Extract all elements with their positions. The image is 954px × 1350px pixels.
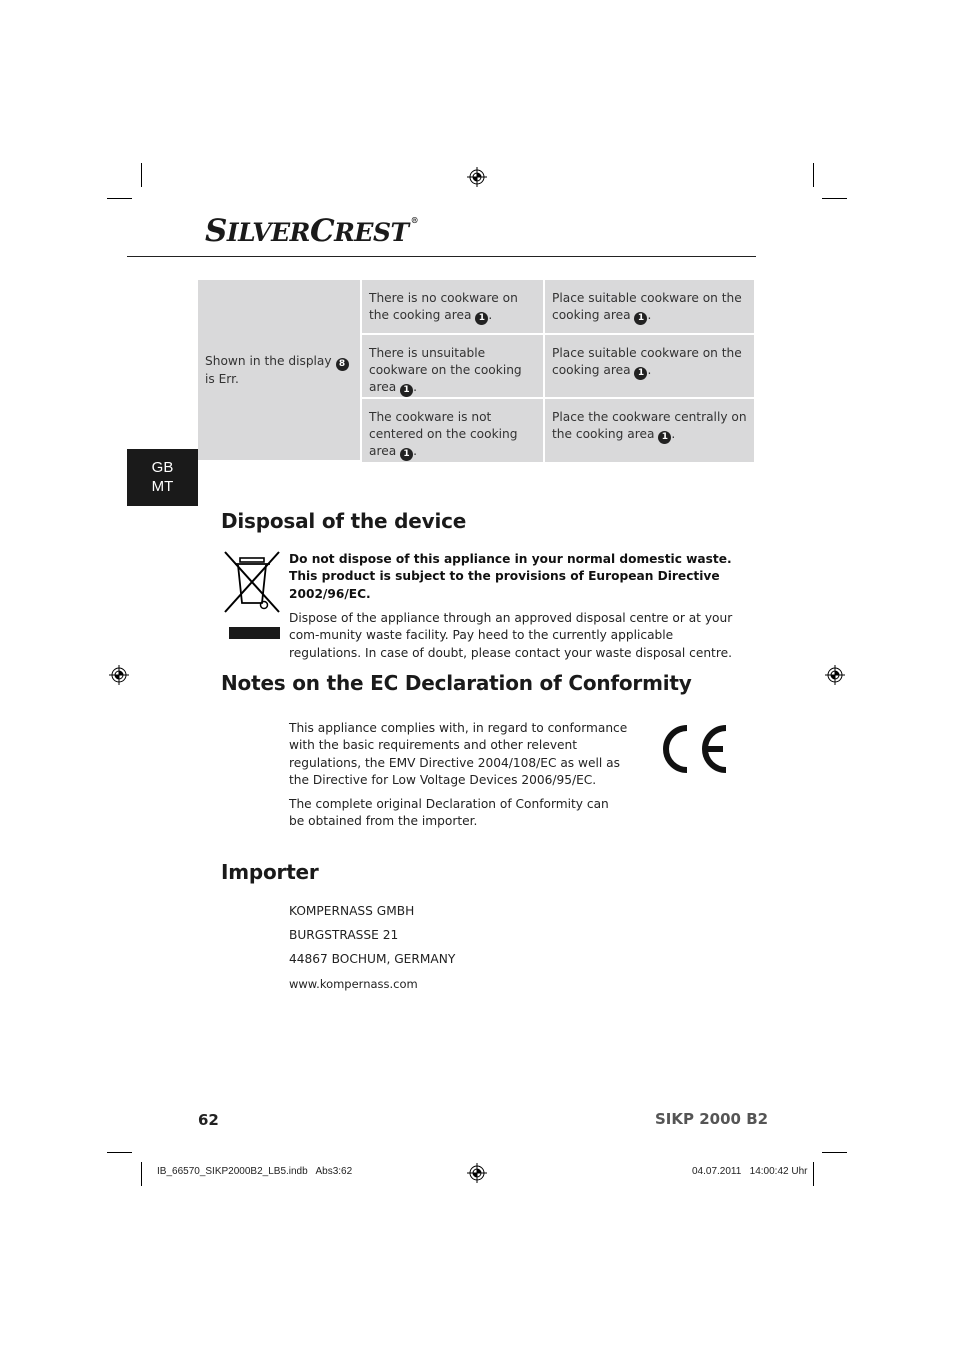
- print-slug-file: IB_66570_SIKP2000B2_LB5.indb Abs3:62: [157, 1166, 353, 1177]
- importer-street: BURGSTRASSE 21: [289, 928, 399, 942]
- disposal-warning: Do not dispose of this appliance in your normal domestic waste. This product is subject to the provisions of European Directive 2002/96/EC.: [289, 552, 732, 601]
- crop-mark: [813, 163, 814, 187]
- crop-mark: [822, 1152, 847, 1153]
- brand-logo: SILVERCREST ®: [205, 213, 419, 249]
- header-rule: [127, 256, 756, 257]
- cooking-area-ref-icon: 1: [400, 448, 413, 461]
- registration-mark-icon: [109, 665, 129, 685]
- troubleshooting-table: [198, 280, 754, 462]
- conformity-text: This appliance complies with, in regard to conformance with the basic requirements and other relevent regulations, the EMV Directive 2004/108/EC as well as the Directive for Low Voltage Devices 2006/95/EC.: [289, 721, 628, 787]
- registration-mark-icon: [467, 167, 487, 187]
- crop-mark: [822, 198, 847, 199]
- model-number: SIKP 2000 B2: [655, 1110, 769, 1128]
- language-tab: [127, 449, 198, 506]
- crop-mark: [141, 163, 142, 187]
- importer-company: KOMPERNASS GMBH: [289, 904, 415, 918]
- crop-mark: [813, 1162, 814, 1186]
- disposal-heading: Disposal of the device: [221, 509, 467, 533]
- page-number: 62: [198, 1111, 219, 1129]
- crop-mark: [141, 1162, 142, 1186]
- crossed-bin-icon: [222, 549, 282, 639]
- cooking-area-ref-icon: 1: [634, 312, 647, 325]
- language-code: GB: [151, 459, 174, 476]
- cooking-area-ref-icon: 1: [475, 312, 488, 325]
- language-code: MT: [151, 478, 174, 495]
- remedy-cell: Place suitable cookware on the cooking area 1 .: [545, 335, 754, 399]
- cooking-area-ref-icon: 1: [400, 384, 413, 397]
- crop-mark: [107, 1152, 132, 1153]
- conformity-heading: Notes on the EC Declaration of Conformity: [221, 671, 692, 695]
- symptom-cell: Shown in the display 8 is Err.: [198, 280, 362, 462]
- importer-city: 44867 BOCHUM, GERMANY: [289, 952, 456, 966]
- registration-mark-icon: [467, 1163, 487, 1183]
- cooking-area-ref-icon: 1: [634, 367, 647, 380]
- table-row: [198, 280, 754, 335]
- cause-cell: There is no cookware on the cooking area 1 .: [362, 280, 545, 335]
- registration-mark-icon: [825, 665, 845, 685]
- display-ref-icon: 8: [336, 358, 349, 371]
- conformity-source-text: The complete original Declaration of Conformity can be obtained from the importer.: [289, 797, 609, 829]
- remedy-cell: Place the cookware centrally on the cooking area 1 .: [545, 399, 754, 462]
- remedy-cell: Place suitable cookware on the cooking area 1 .: [545, 280, 754, 335]
- importer-website[interactable]: www.kompernass.com: [289, 977, 418, 991]
- cooking-area-ref-icon: 1: [658, 431, 671, 444]
- disposal-text: Dispose of the appliance through an approved disposal centre or at your com-munity waste facility. Pay heed to the currently applicable regulations. In case of doubt, please contact your waste disposal centre.: [289, 611, 733, 660]
- ce-mark-icon: [657, 724, 731, 774]
- cause-cell: The cookware is not centered on the cooking area 1 .: [362, 399, 545, 462]
- print-slug-date: 04.07.2011 14:00:42 Uhr: [692, 1166, 808, 1177]
- crop-mark: [107, 198, 132, 199]
- importer-heading: Importer: [221, 860, 319, 884]
- cause-cell: There is unsuitable cookware on the cooking area 1 .: [362, 335, 545, 399]
